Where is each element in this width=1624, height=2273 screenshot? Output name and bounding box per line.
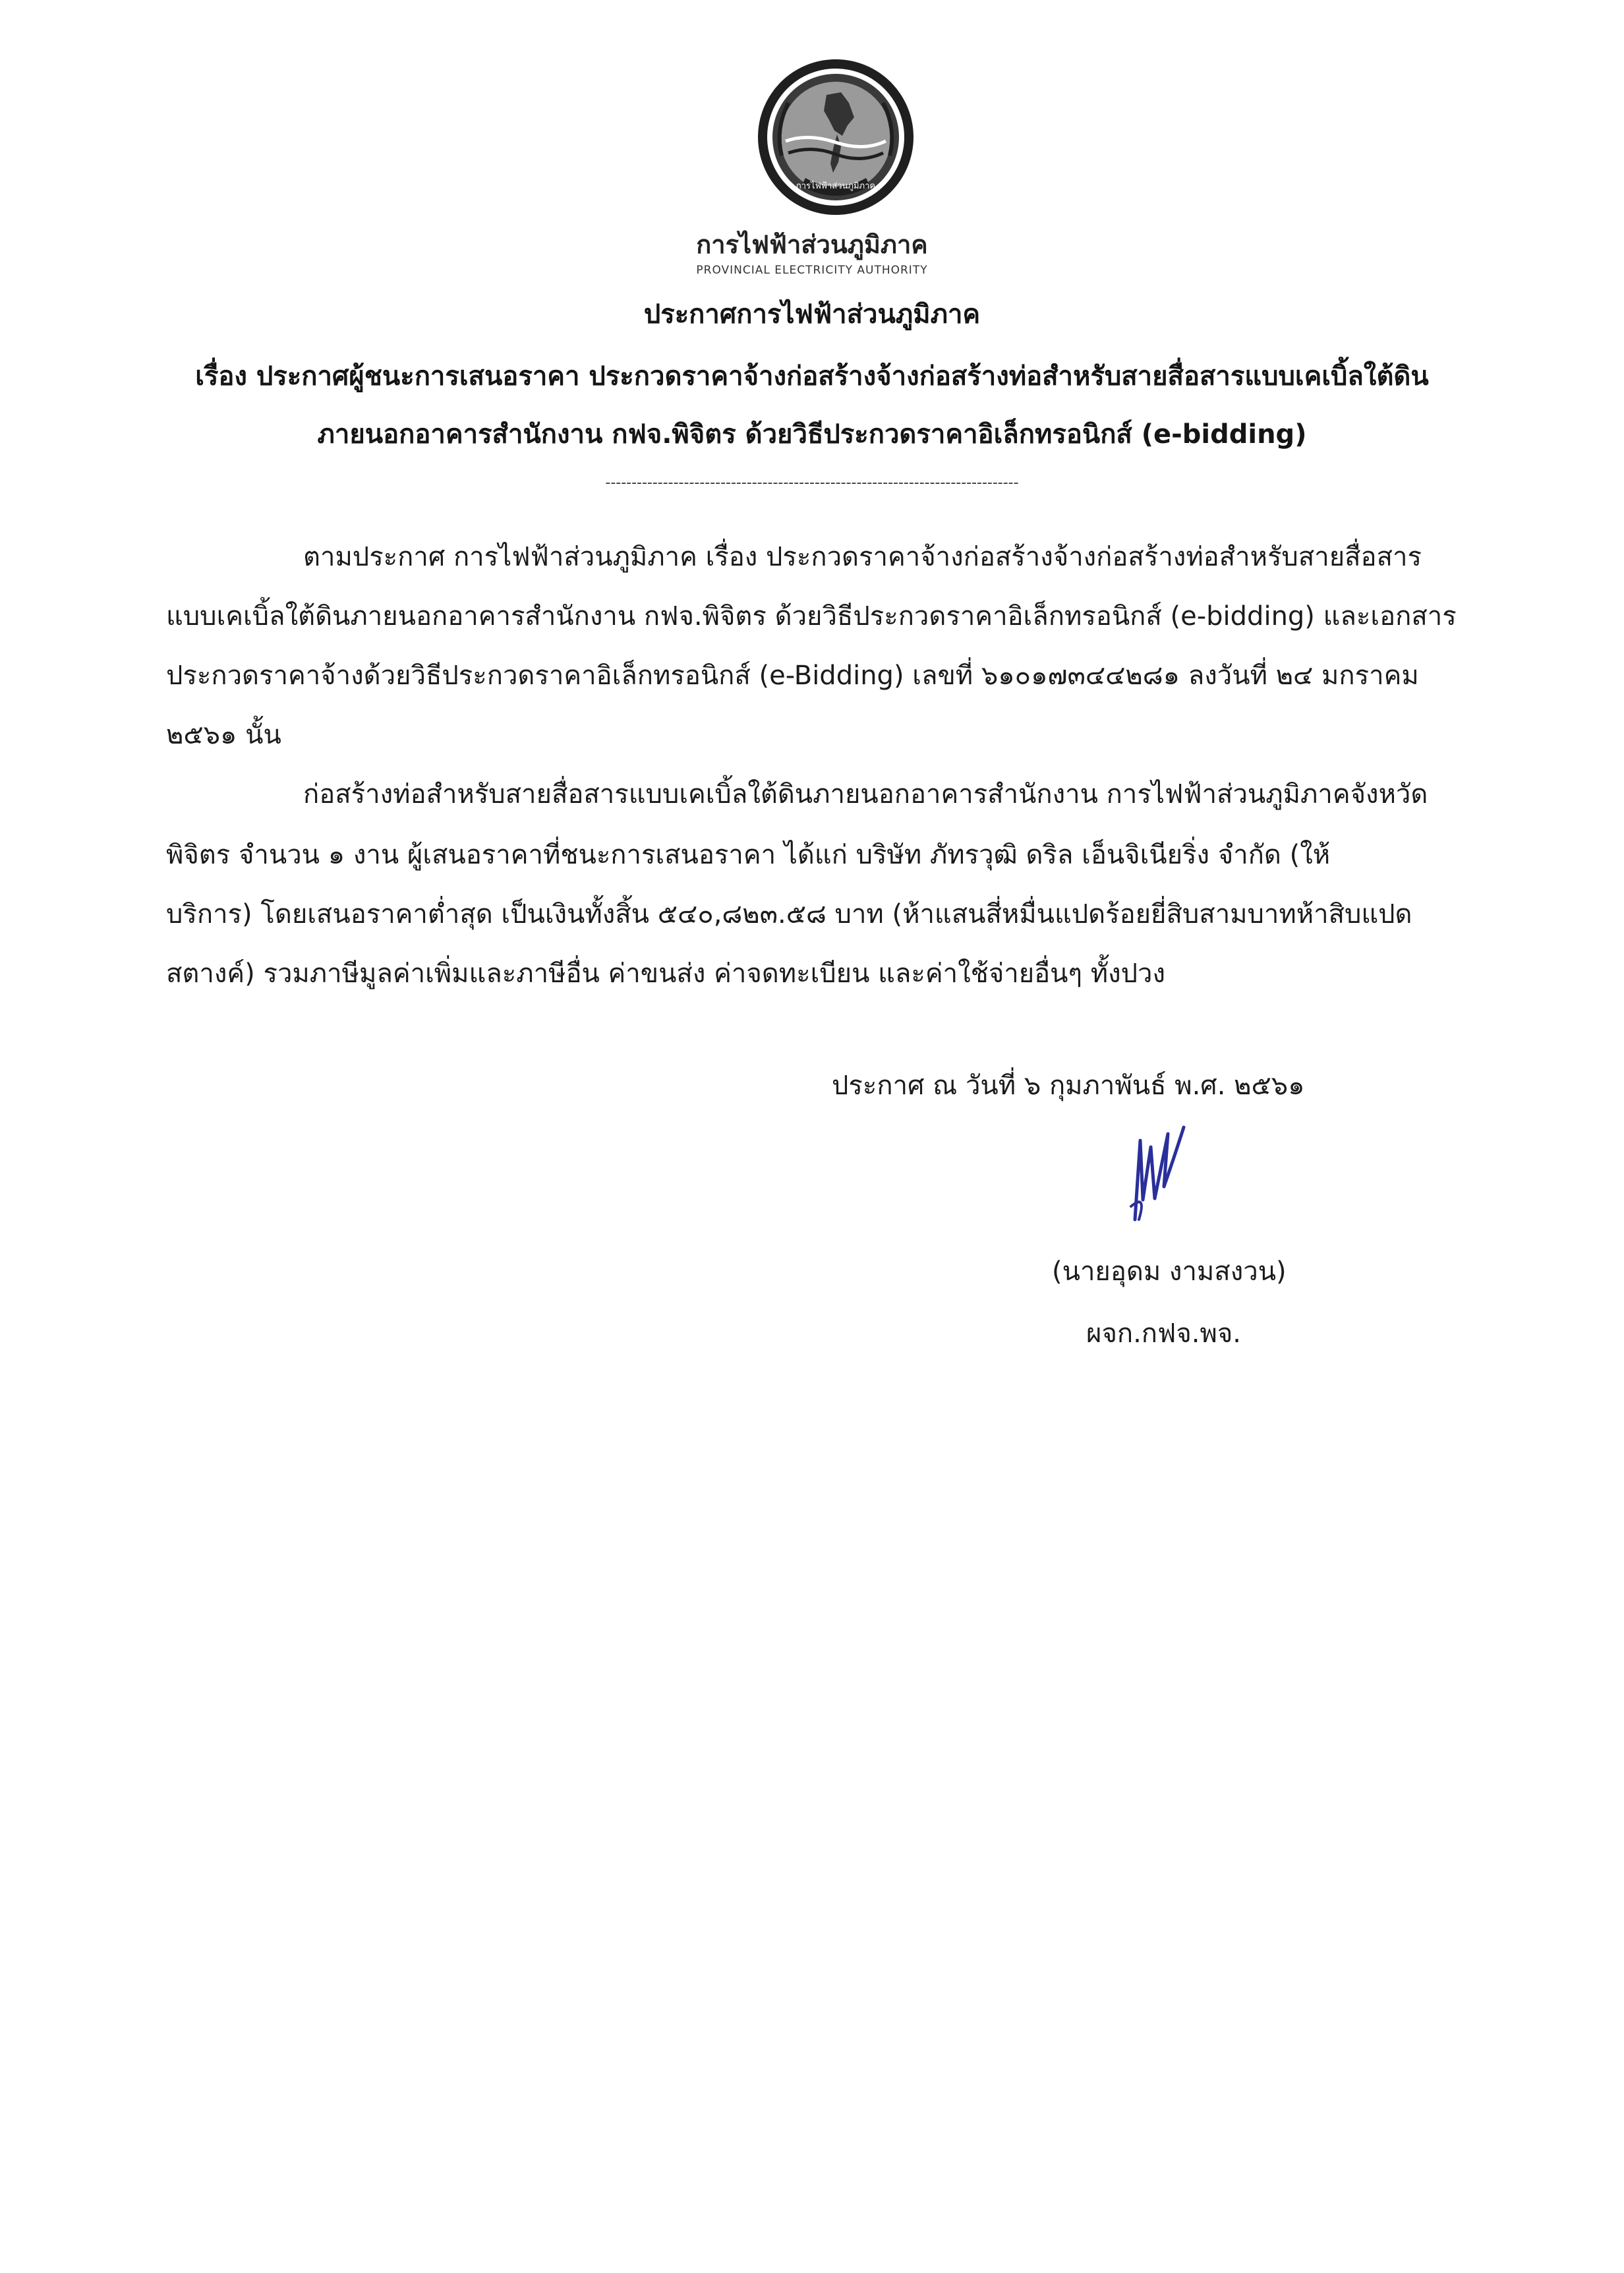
org-name-english: PROVINCIAL ELECTRICITY AUTHORITY xyxy=(696,264,928,277)
paragraph-2-line-1: ก่อสร้างท่อสำหรับสายสื่อสารแบบเคเบิ้ลใต้ดินภายนอกอาคารสำนักงาน การไฟฟ้าส่วนภูมิภาคจังหวัด xyxy=(303,779,1428,810)
signer-name: (นายอุดม งามสงวน) xyxy=(1052,1256,1287,1287)
paragraph-1-line-3: ประกวดราคาจ้างด้วยวิธีประกวดราคาอิเล็กทรอนิกส์ (e-Bidding) เลขที่ ๖๑๐๑๗๓๔๔๒๘๑ ลงวันที่ ๒๔ มกราคม xyxy=(166,661,1419,691)
paragraph-2-line-2: พิจิตร จำนวน ๑ งาน ผู้เสนอราคาที่ชนะการเสนอราคา ได้แก่ บริษัท ภัทรวุฒิ ดริล เอ็นจิเนียริ่ง จำกัด (ให้ xyxy=(166,840,1331,870)
org-name-thai: การไฟฟ้าส่วนภูมิภาค xyxy=(696,230,928,259)
pea-logo xyxy=(755,57,916,218)
handwritten-signature xyxy=(1120,1121,1200,1226)
announcement-date: ประกาศ ณ วันที่ ๖ กุมภาพันธ์ พ.ศ. ๒๕๖๑ xyxy=(832,1071,1305,1101)
announcement-subject-line-1: เรื่อง ประกาศผู้ชนะการเสนอราคา ประกวดราคาจ้างก่อสร้างจ้างก่อสร้างท่อสำหรับสายสื่อสารแบบเคเบิ้ลใต้ดิน xyxy=(195,361,1429,392)
paragraph-1-line-2: แบบเคเบิ้ลใต้ดินภายนอกอาคารสำนักงาน กฟจ.พิจิตร ด้วยวิธีประกวดราคาอิเล็กทรอนิกส์ (e-bidding) และเอกสาร xyxy=(166,601,1457,632)
signer-title: ผจก.กฟจ.พจ. xyxy=(1086,1318,1242,1349)
logo-ribbon-text: การไฟฟ้าส่วนภูมิภาค xyxy=(796,181,876,191)
paragraph-1-line-4: ๒๕๖๑ นั้น xyxy=(166,720,281,750)
paragraph-1-line-1: ตามประกาศ การไฟฟ้าส่วนภูมิภาค เรื่อง ประกวดราคาจ้างก่อสร้างจ้างก่อสร้างท่อสำหรับสายสื่อสาร xyxy=(303,542,1422,572)
announcement-title: ประกาศการไฟฟ้าส่วนภูมิภาค xyxy=(643,299,981,330)
heading-separator: ------------------------------------------------------------------------------- xyxy=(605,475,1019,491)
announcement-subject-line-2: ภายนอกอาคารสำนักงาน กฟจ.พิจิตร ด้วยวิธีประกวดราคาอิเล็กทรอนิกส์ (e-bidding) xyxy=(317,419,1307,450)
pea-emblem-icon xyxy=(755,57,916,218)
paragraph-2-line-3: บริการ) โดยเสนอราคาต่ำสุด เป็นเงินทั้งสิ้น ๕๔๐,๘๒๓.๕๘ บาท (ห้าแสนสี่หมื่นแปดร้อยยี่สิบสามบาทห้าสิบแปด xyxy=(166,899,1412,930)
paragraph-2-line-4: สตางค์) รวมภาษีมูลค่าเพิ่มและภาษีอื่น ค่าขนส่ง ค่าจดทะเบียน และค่าใช้จ่ายอื่นๆ ทั้งปวง xyxy=(166,959,1165,989)
